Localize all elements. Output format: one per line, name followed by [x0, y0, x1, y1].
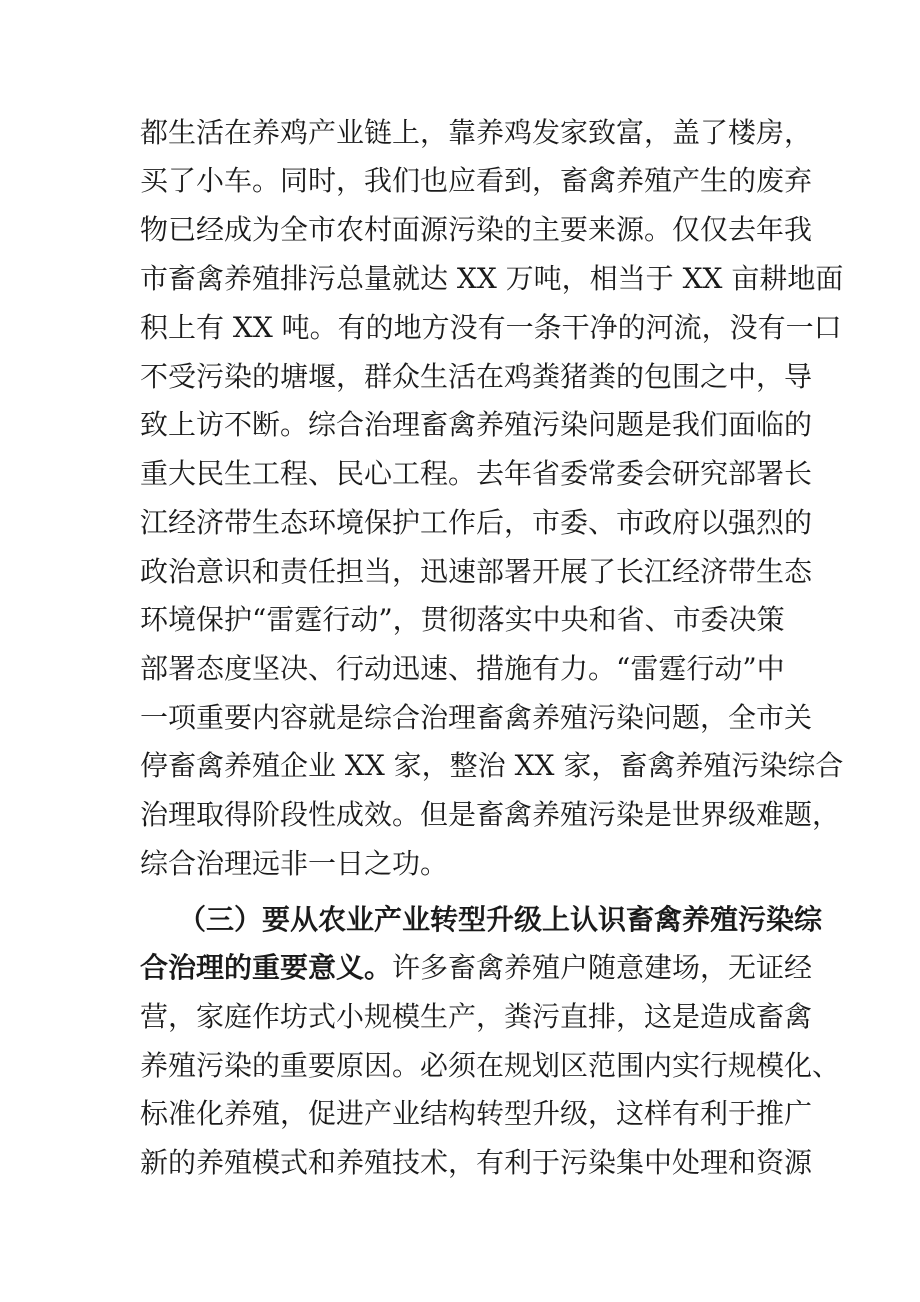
paragraph-line: 江经济带生态环境保护工作后，市委、市政府以强烈的 [140, 506, 813, 539]
paragraph-line: 市畜禽养殖排污总量就达 XX 万吨，相当于 XX 亩耕地面 [140, 262, 844, 295]
paragraph-line: 营，家庭作坊式小规模生产，粪污直排，这是造成畜禽 [140, 1000, 813, 1033]
paragraph-line: 养殖污染的重要原因。必须在规划区范围内实行规模化、 [140, 1049, 841, 1082]
paragraph-line: 标准化养殖，促进产业结构转型升级，这样有利于推广 [140, 1097, 813, 1130]
paragraph-line: 新的养殖模式和养殖技术，有利于污染集中处理和资源 [140, 1146, 813, 1179]
paragraph-line: 物已经成为全市农村面源污染的主要来源。仅仅去年我 [140, 213, 813, 246]
section-heading-tail: 合治理的重要意义。 [140, 951, 393, 984]
paragraph-line: 买了小车。同时，我们也应看到，畜禽养殖产生的废弃 [140, 164, 813, 197]
paragraph-line-rest: 许多畜禽养殖户随意建场，无证经 [392, 951, 813, 984]
paragraph-line: 停畜禽养殖企业 XX 家，整治 XX 家，畜禽养殖污染综合 [140, 749, 844, 782]
paragraph-line: 一项重要内容就是综合治理畜禽养殖污染问题，全市关 [140, 701, 813, 734]
paragraph-line: 政治意识和责任担当，迅速部署开展了长江经济带生态 [140, 555, 813, 588]
paragraph-line: 不受污染的塘堰，群众生活在鸡粪猪粪的包围之中，导 [140, 360, 813, 393]
paragraph-line: 都生活在养鸡产业链上，靠养鸡发家致富，盖了楼房， [140, 116, 813, 149]
paragraph-line: 致上访不断。综合治理畜禽养殖污染问题是我们面临的 [140, 408, 813, 441]
paragraph-line: 综合治理远非一日之功。 [140, 847, 449, 880]
paragraph-line: 治理取得阶段性成效。但是畜禽养殖污染是世界级难题， [140, 798, 841, 831]
paragraph-line [140, 951, 813, 985]
paragraph-line: 积上有 XX 吨。有的地方没有一条干净的河流，没有一口 [140, 311, 842, 344]
section-heading-line: （三）要从农业产业转型升级上认识畜禽养殖污染综 [178, 903, 823, 936]
paragraph-line: 部署态度坚决、行动迅速、措施有力。“雷霆行动”中 [140, 652, 785, 685]
paragraph-line: 重大民生工程、民心工程。去年省委常委会研究部署长 [140, 457, 813, 490]
paragraph-line: 环境保护“雷霆行动”，贯彻落实中央和省、市委决策 [140, 603, 785, 636]
